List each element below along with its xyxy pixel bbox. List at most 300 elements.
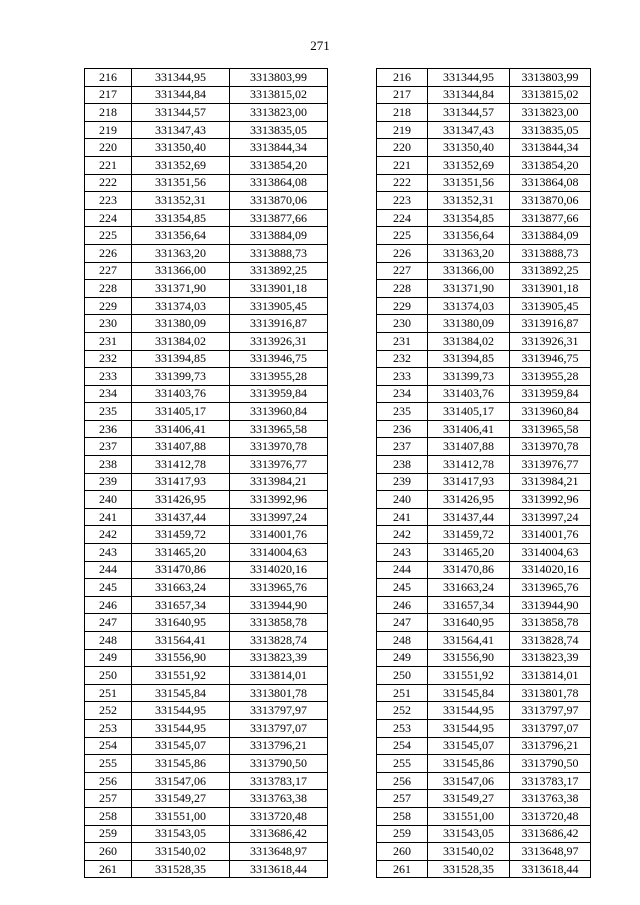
table-row	[377, 139, 591, 157]
point-number-cell: 244	[377, 561, 428, 579]
x-coordinate-cell: 331540,02	[132, 843, 230, 861]
table-row	[377, 632, 591, 650]
point-number-cell: 224	[377, 209, 428, 227]
point-number-cell: 217	[377, 86, 428, 104]
y-coordinate-cell: 3313720,48	[510, 807, 591, 825]
x-coordinate-cell: 331356,64	[428, 227, 510, 245]
page-number: 271	[310, 38, 330, 53]
point-number-cell: 231	[377, 332, 428, 350]
x-coordinate-cell: 331465,20	[428, 544, 510, 562]
coordinates-table-right	[376, 68, 591, 878]
table-row	[85, 156, 328, 174]
table-row	[85, 508, 328, 526]
point-number-cell: 218	[85, 104, 132, 122]
x-coordinate-cell: 331549,27	[428, 790, 510, 808]
table-row	[377, 544, 591, 562]
y-coordinate-cell: 3313823,00	[510, 104, 591, 122]
x-coordinate-cell: 331545,07	[132, 737, 230, 755]
x-coordinate-cell: 331344,57	[428, 104, 510, 122]
point-number-cell: 249	[85, 649, 132, 667]
x-coordinate-cell: 331544,95	[132, 719, 230, 737]
table-row	[85, 561, 328, 579]
table-row	[85, 104, 328, 122]
point-number-cell: 247	[85, 614, 132, 632]
x-coordinate-cell: 331374,03	[428, 297, 510, 315]
table-row	[85, 790, 328, 808]
point-number-cell: 251	[377, 684, 428, 702]
x-coordinate-cell: 331528,35	[132, 860, 230, 878]
point-number-cell: 244	[85, 561, 132, 579]
x-coordinate-cell: 331405,17	[132, 403, 230, 421]
x-coordinate-cell: 331459,72	[428, 526, 510, 544]
point-number-cell: 234	[85, 385, 132, 403]
x-coordinate-cell: 331406,41	[428, 420, 510, 438]
point-number-cell: 241	[377, 508, 428, 526]
table-row	[377, 667, 591, 685]
y-coordinate-cell: 3313790,50	[510, 755, 591, 773]
x-coordinate-cell: 331406,41	[132, 420, 230, 438]
table-row	[377, 420, 591, 438]
x-coordinate-cell: 331412,78	[132, 456, 230, 474]
table-row	[377, 244, 591, 262]
table-row	[377, 315, 591, 333]
point-number-cell: 258	[377, 807, 428, 825]
point-number-cell: 241	[85, 508, 132, 526]
y-coordinate-cell: 3313916,87	[230, 315, 328, 333]
table-row	[377, 491, 591, 509]
y-coordinate-cell: 3313828,74	[510, 632, 591, 650]
table-row	[85, 772, 328, 790]
point-number-cell: 234	[377, 385, 428, 403]
y-coordinate-cell: 3313984,21	[510, 473, 591, 491]
y-coordinate-cell: 3313835,05	[230, 121, 328, 139]
y-coordinate-cell: 3313960,84	[510, 403, 591, 421]
x-coordinate-cell: 331344,95	[132, 69, 230, 87]
point-number-cell: 249	[377, 649, 428, 667]
point-number-cell: 248	[377, 632, 428, 650]
y-coordinate-cell: 3313884,09	[510, 227, 591, 245]
y-coordinate-cell: 3313844,34	[230, 139, 328, 157]
x-coordinate-cell: 331347,43	[132, 121, 230, 139]
table-row	[85, 438, 328, 456]
point-number-cell: 257	[85, 790, 132, 808]
y-coordinate-cell: 3313783,17	[510, 772, 591, 790]
table-row	[377, 86, 591, 104]
point-number-cell: 226	[377, 244, 428, 262]
x-coordinate-cell: 331399,73	[428, 368, 510, 386]
y-coordinate-cell: 3313720,48	[230, 807, 328, 825]
table-row	[85, 614, 328, 632]
y-coordinate-cell: 3313884,09	[230, 227, 328, 245]
y-coordinate-cell: 3313926,31	[510, 332, 591, 350]
x-coordinate-cell: 331407,88	[428, 438, 510, 456]
y-coordinate-cell: 3313926,31	[230, 332, 328, 350]
point-number-cell: 243	[85, 544, 132, 562]
table-row	[377, 649, 591, 667]
y-coordinate-cell: 3313888,73	[510, 244, 591, 262]
point-number-cell: 228	[85, 280, 132, 298]
table-row	[85, 69, 328, 87]
table-row	[85, 843, 328, 861]
x-coordinate-cell: 331403,76	[428, 385, 510, 403]
x-coordinate-cell: 331564,41	[428, 632, 510, 650]
y-coordinate-cell: 3313828,74	[230, 632, 328, 650]
point-number-cell: 230	[85, 315, 132, 333]
y-coordinate-cell: 3313844,34	[510, 139, 591, 157]
x-coordinate-cell: 331354,85	[132, 209, 230, 227]
x-coordinate-cell: 331352,31	[132, 192, 230, 210]
point-number-cell: 223	[377, 192, 428, 210]
y-coordinate-cell: 3313965,76	[510, 579, 591, 597]
x-coordinate-cell: 331547,06	[428, 772, 510, 790]
x-coordinate-cell: 331374,03	[132, 297, 230, 315]
x-coordinate-cell: 331543,05	[132, 825, 230, 843]
y-coordinate-cell: 3313901,18	[510, 280, 591, 298]
x-coordinate-cell: 331350,40	[132, 139, 230, 157]
y-coordinate-cell: 3313815,02	[230, 86, 328, 104]
y-coordinate-cell: 3314020,16	[510, 561, 591, 579]
table-row	[85, 297, 328, 315]
x-coordinate-cell: 331545,86	[132, 755, 230, 773]
x-coordinate-cell: 331351,56	[132, 174, 230, 192]
y-coordinate-cell: 3313944,90	[230, 596, 328, 614]
y-coordinate-cell: 3313763,38	[510, 790, 591, 808]
point-number-cell: 217	[85, 86, 132, 104]
table-row	[377, 596, 591, 614]
y-coordinate-cell: 3313823,39	[510, 649, 591, 667]
table-row	[85, 368, 328, 386]
y-coordinate-cell: 3313814,01	[510, 667, 591, 685]
y-coordinate-cell: 3313763,38	[230, 790, 328, 808]
y-coordinate-cell: 3313815,02	[510, 86, 591, 104]
table-row	[377, 807, 591, 825]
table-row	[85, 860, 328, 878]
y-coordinate-cell: 3313888,73	[230, 244, 328, 262]
y-coordinate-cell: 3313992,96	[510, 491, 591, 509]
x-coordinate-cell: 331380,09	[132, 315, 230, 333]
y-coordinate-cell: 3313870,06	[230, 192, 328, 210]
point-number-cell: 238	[377, 456, 428, 474]
point-number-cell: 256	[85, 772, 132, 790]
table-row	[85, 632, 328, 650]
y-coordinate-cell: 3313997,24	[230, 508, 328, 526]
y-coordinate-cell: 3313790,50	[230, 755, 328, 773]
x-coordinate-cell: 331544,95	[132, 702, 230, 720]
point-number-cell: 237	[377, 438, 428, 456]
x-coordinate-cell: 331551,00	[428, 807, 510, 825]
x-coordinate-cell: 331437,44	[132, 508, 230, 526]
x-coordinate-cell: 331371,90	[132, 280, 230, 298]
point-number-cell: 218	[377, 104, 428, 122]
coordinates-table-left	[84, 68, 328, 878]
y-coordinate-cell: 3313965,58	[230, 420, 328, 438]
table-row	[377, 684, 591, 702]
table-row	[85, 209, 328, 227]
x-coordinate-cell: 331347,43	[428, 121, 510, 139]
point-number-cell: 219	[377, 121, 428, 139]
table-row	[377, 702, 591, 720]
x-coordinate-cell: 331545,07	[428, 737, 510, 755]
x-coordinate-cell: 331380,09	[428, 315, 510, 333]
y-coordinate-cell: 3314001,76	[510, 526, 591, 544]
x-coordinate-cell: 331384,02	[132, 332, 230, 350]
y-coordinate-cell: 3313946,75	[510, 350, 591, 368]
x-coordinate-cell: 331403,76	[132, 385, 230, 403]
table-row	[377, 526, 591, 544]
table-row	[377, 262, 591, 280]
point-number-cell: 259	[85, 825, 132, 843]
x-coordinate-cell: 331350,40	[428, 139, 510, 157]
y-coordinate-cell: 3313686,42	[230, 825, 328, 843]
y-coordinate-cell: 3314020,16	[230, 561, 328, 579]
y-coordinate-cell: 3313803,99	[510, 69, 591, 87]
x-coordinate-cell: 331384,02	[428, 332, 510, 350]
x-coordinate-cell: 331470,86	[132, 561, 230, 579]
point-number-cell: 232	[85, 350, 132, 368]
point-number-cell: 219	[85, 121, 132, 139]
x-coordinate-cell: 331394,85	[132, 350, 230, 368]
x-coordinate-cell: 331551,92	[428, 667, 510, 685]
table-row	[377, 332, 591, 350]
y-coordinate-cell: 3313905,45	[510, 297, 591, 315]
point-number-cell: 255	[377, 755, 428, 773]
x-coordinate-cell: 331564,41	[132, 632, 230, 650]
y-coordinate-cell: 3313783,17	[230, 772, 328, 790]
table-row	[85, 579, 328, 597]
y-coordinate-cell: 3313955,28	[510, 368, 591, 386]
x-coordinate-cell: 331459,72	[132, 526, 230, 544]
y-coordinate-cell: 3314004,63	[510, 544, 591, 562]
point-number-cell: 245	[85, 579, 132, 597]
table-row	[85, 350, 328, 368]
x-coordinate-cell: 331543,05	[428, 825, 510, 843]
x-coordinate-cell: 331545,86	[428, 755, 510, 773]
y-coordinate-cell: 3313797,97	[230, 702, 328, 720]
point-number-cell: 261	[377, 860, 428, 878]
table-row	[85, 807, 328, 825]
x-coordinate-cell: 331663,24	[132, 579, 230, 597]
y-coordinate-cell: 3313970,78	[230, 438, 328, 456]
point-number-cell: 225	[377, 227, 428, 245]
table-row	[85, 262, 328, 280]
y-coordinate-cell: 3313970,78	[510, 438, 591, 456]
point-number-cell: 260	[377, 843, 428, 861]
table-row	[85, 596, 328, 614]
y-coordinate-cell: 3313864,08	[230, 174, 328, 192]
table-row	[85, 332, 328, 350]
y-coordinate-cell: 3313984,21	[230, 473, 328, 491]
table-row	[85, 649, 328, 667]
y-coordinate-cell: 3313618,44	[230, 860, 328, 878]
table-row	[85, 737, 328, 755]
point-number-cell: 220	[377, 139, 428, 157]
y-coordinate-cell: 3313835,05	[510, 121, 591, 139]
point-number-cell: 252	[85, 702, 132, 720]
y-coordinate-cell: 3313796,21	[510, 737, 591, 755]
y-coordinate-cell: 3313858,78	[230, 614, 328, 632]
y-coordinate-cell: 3313801,78	[510, 684, 591, 702]
y-coordinate-cell: 3313916,87	[510, 315, 591, 333]
y-coordinate-cell: 3313864,08	[510, 174, 591, 192]
table-row	[377, 772, 591, 790]
x-coordinate-cell: 331556,90	[428, 649, 510, 667]
point-number-cell: 245	[377, 579, 428, 597]
point-number-cell: 225	[85, 227, 132, 245]
table-row	[377, 719, 591, 737]
y-coordinate-cell: 3313905,45	[230, 297, 328, 315]
point-number-cell: 233	[85, 368, 132, 386]
table-row	[377, 508, 591, 526]
table-row	[85, 544, 328, 562]
point-number-cell: 242	[85, 526, 132, 544]
x-coordinate-cell: 331399,73	[132, 368, 230, 386]
point-number-cell: 239	[85, 473, 132, 491]
point-number-cell: 227	[85, 262, 132, 280]
table-row	[85, 244, 328, 262]
point-number-cell: 221	[377, 156, 428, 174]
x-coordinate-cell: 331551,92	[132, 667, 230, 685]
x-coordinate-cell: 331640,95	[132, 614, 230, 632]
point-number-cell: 220	[85, 139, 132, 157]
point-number-cell: 259	[377, 825, 428, 843]
x-coordinate-cell: 331549,27	[132, 790, 230, 808]
table-row	[377, 790, 591, 808]
y-coordinate-cell: 3313648,97	[230, 843, 328, 861]
y-coordinate-cell: 3313892,25	[230, 262, 328, 280]
y-coordinate-cell: 3313618,44	[510, 860, 591, 878]
point-number-cell: 238	[85, 456, 132, 474]
y-coordinate-cell: 3313797,97	[510, 702, 591, 720]
point-number-cell: 256	[377, 772, 428, 790]
table-row	[377, 843, 591, 861]
point-number-cell: 229	[85, 297, 132, 315]
y-coordinate-cell: 3313801,78	[230, 684, 328, 702]
table-row	[85, 403, 328, 421]
point-number-cell: 224	[85, 209, 132, 227]
point-number-cell: 260	[85, 843, 132, 861]
point-number-cell: 222	[85, 174, 132, 192]
y-coordinate-cell: 3313797,07	[510, 719, 591, 737]
point-number-cell: 233	[377, 368, 428, 386]
x-coordinate-cell: 331657,34	[428, 596, 510, 614]
point-number-cell: 240	[85, 491, 132, 509]
table-row	[377, 209, 591, 227]
point-number-cell: 253	[85, 719, 132, 737]
x-coordinate-cell: 331426,95	[132, 491, 230, 509]
x-coordinate-cell: 331544,95	[428, 702, 510, 720]
y-coordinate-cell: 3313814,01	[230, 667, 328, 685]
y-coordinate-cell: 3313955,28	[230, 368, 328, 386]
x-coordinate-cell: 331407,88	[132, 438, 230, 456]
x-coordinate-cell: 331470,86	[428, 561, 510, 579]
y-coordinate-cell: 3313965,58	[510, 420, 591, 438]
table-row	[377, 825, 591, 843]
x-coordinate-cell: 331556,90	[132, 649, 230, 667]
point-number-cell: 242	[377, 526, 428, 544]
x-coordinate-cell: 331352,69	[428, 156, 510, 174]
table-row	[377, 737, 591, 755]
table-row	[85, 755, 328, 773]
y-coordinate-cell: 3313946,75	[230, 350, 328, 368]
x-coordinate-cell: 331344,84	[132, 86, 230, 104]
point-number-cell: 229	[377, 297, 428, 315]
x-coordinate-cell: 331437,44	[428, 508, 510, 526]
table-row	[85, 192, 328, 210]
y-coordinate-cell: 3313901,18	[230, 280, 328, 298]
table-row	[377, 350, 591, 368]
table-row	[377, 438, 591, 456]
table-row	[377, 456, 591, 474]
x-coordinate-cell: 331344,57	[132, 104, 230, 122]
point-number-cell: 248	[85, 632, 132, 650]
point-number-cell: 240	[377, 491, 428, 509]
table-row	[377, 227, 591, 245]
table-row	[377, 860, 591, 878]
y-coordinate-cell: 3313796,21	[230, 737, 328, 755]
table-row	[85, 315, 328, 333]
point-number-cell: 239	[377, 473, 428, 491]
point-number-cell: 222	[377, 174, 428, 192]
table-row	[85, 825, 328, 843]
table-row	[377, 385, 591, 403]
point-number-cell: 254	[85, 737, 132, 755]
table-row	[377, 473, 591, 491]
point-number-cell: 255	[85, 755, 132, 773]
x-coordinate-cell: 331363,20	[132, 244, 230, 262]
point-number-cell: 230	[377, 315, 428, 333]
y-coordinate-cell: 3313976,77	[230, 456, 328, 474]
x-coordinate-cell: 331352,69	[132, 156, 230, 174]
table-row	[85, 139, 328, 157]
point-number-cell: 250	[85, 667, 132, 685]
y-coordinate-cell: 3313997,24	[510, 508, 591, 526]
y-coordinate-cell: 3313965,76	[230, 579, 328, 597]
x-coordinate-cell: 331356,64	[132, 227, 230, 245]
table-row	[377, 368, 591, 386]
x-coordinate-cell: 331545,84	[132, 684, 230, 702]
x-coordinate-cell: 331528,35	[428, 860, 510, 878]
y-coordinate-cell: 3313870,06	[510, 192, 591, 210]
y-coordinate-cell: 3313686,42	[510, 825, 591, 843]
y-coordinate-cell: 3313648,97	[510, 843, 591, 861]
table-row	[85, 456, 328, 474]
x-coordinate-cell: 331344,84	[428, 86, 510, 104]
x-coordinate-cell: 331351,56	[428, 174, 510, 192]
point-number-cell: 216	[377, 69, 428, 87]
y-coordinate-cell: 3313877,66	[230, 209, 328, 227]
table-row	[85, 719, 328, 737]
point-number-cell: 235	[85, 403, 132, 421]
x-coordinate-cell: 331426,95	[428, 491, 510, 509]
y-coordinate-cell: 3313803,99	[230, 69, 328, 87]
x-coordinate-cell: 331344,95	[428, 69, 510, 87]
table-row	[377, 69, 591, 87]
x-coordinate-cell: 331352,31	[428, 192, 510, 210]
y-coordinate-cell: 3313960,84	[230, 403, 328, 421]
y-coordinate-cell: 3313944,90	[510, 596, 591, 614]
table-row	[377, 297, 591, 315]
table-row	[85, 121, 328, 139]
table-row	[377, 104, 591, 122]
x-coordinate-cell: 331663,24	[428, 579, 510, 597]
point-number-cell: 250	[377, 667, 428, 685]
point-number-cell: 247	[377, 614, 428, 632]
x-coordinate-cell: 331405,17	[428, 403, 510, 421]
table-row	[85, 526, 328, 544]
y-coordinate-cell: 3313854,20	[230, 156, 328, 174]
table-row	[377, 755, 591, 773]
table-row	[85, 385, 328, 403]
